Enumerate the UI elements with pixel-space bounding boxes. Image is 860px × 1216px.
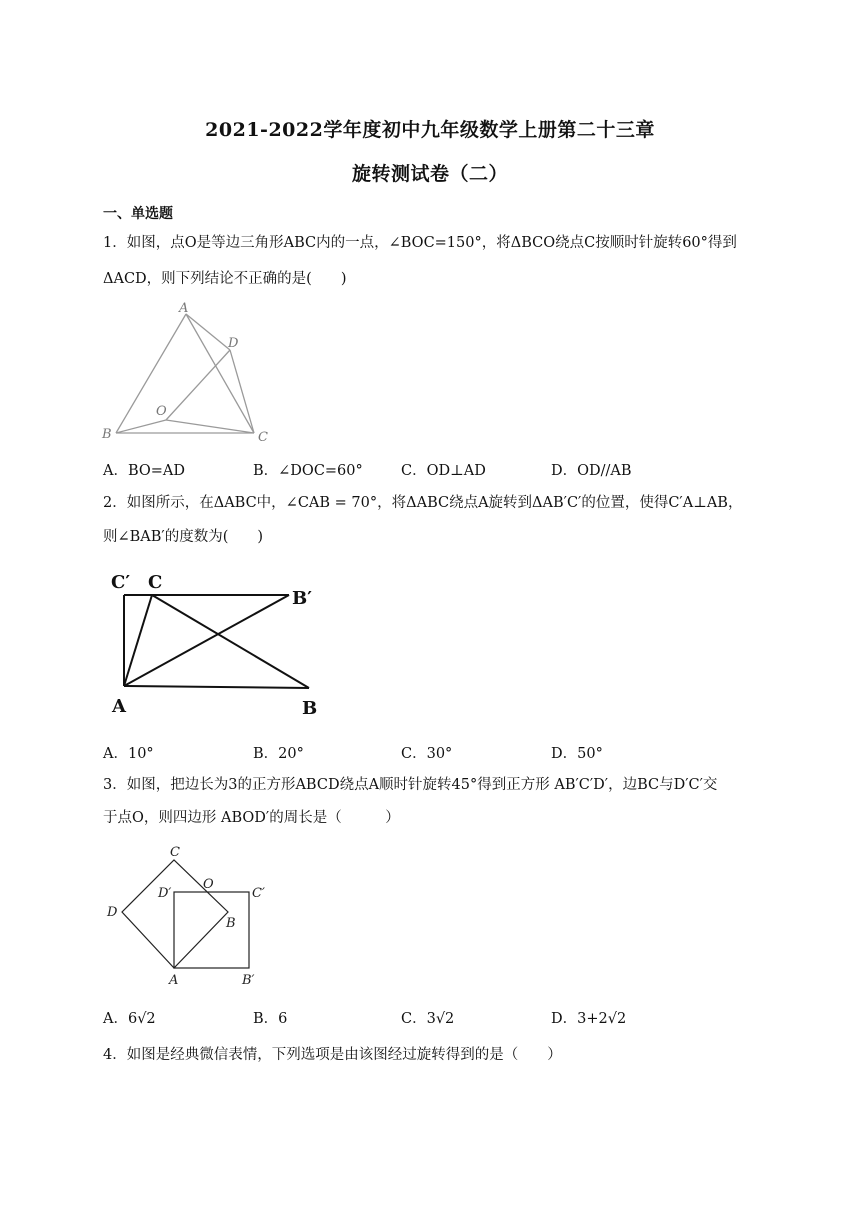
figure-3-label-c-prime: C′ — [252, 886, 265, 901]
question-1-option-a: A．BO=AD — [103, 463, 186, 479]
question-2-option-c: C．30° — [401, 746, 453, 762]
question-2-option-b: B．20° — [253, 746, 304, 762]
figure-1-label-a: A — [179, 301, 189, 316]
figure-2-label-b-prime: B′ — [292, 588, 312, 609]
figure-1-label-c: C — [258, 430, 268, 445]
figure-2-label-a: A — [112, 696, 126, 717]
figure-2-label-c-prime: C′ — [111, 572, 131, 593]
question-3-option-c: C．3√2 — [401, 1011, 455, 1027]
question-1-option-c: C．OD⊥AD — [401, 463, 486, 479]
figure-1-label-d: D — [228, 336, 239, 351]
question-4-text-line-1: 4．如图是经典微信表情，下列选项是由该图经过旋转得到的是（ ） — [103, 1047, 562, 1063]
figure-3-label-d: D — [107, 905, 118, 920]
question-1-option-b: B．∠DOC=60° — [253, 463, 363, 479]
figure-3-label-d-prime: D′ — [158, 886, 172, 901]
question-3-option-d: D．3+2√2 — [551, 1011, 627, 1027]
figure-3-label-c: C — [170, 845, 180, 860]
question-2-text-line-1: 2．如图所示，在ΔABC中，∠CAB = 70°，将ΔABC绕点A旋转到ΔAB′C′的位置，使得C′A⊥AB， — [103, 495, 743, 511]
question-2-option-d: D．50° — [551, 746, 603, 762]
figure-2-label-b: B — [302, 698, 318, 719]
question-3-text-line-1: 3．如图，把边长为3的正方形ABCD绕点A顺时针旋转45°得到正方形 AB′C′D′，边BC与D′C′交 — [103, 777, 718, 793]
question-2-option-a: A．10° — [103, 746, 154, 762]
question-3-option-b: B．6 — [253, 1011, 288, 1027]
question-1-figure — [100, 298, 275, 446]
question-1-text-line-1: 1．如图，点O是等边三角形ABC内的一点，∠BOC=150°，将ΔBCO绕点C按顺时针旋转60°得到 — [103, 235, 737, 251]
figure-1-label-b: B — [102, 427, 112, 442]
question-2-text-line-2: 则∠BAB′的度数为( ) — [103, 529, 264, 545]
figure-2-label-c: C — [148, 572, 163, 593]
question-2-figure — [105, 566, 330, 721]
question-1-text-line-2: ΔACD，则下列结论不正确的是( ) — [103, 271, 347, 287]
figure-1-label-o: O — [156, 404, 167, 419]
figure-3-label-a: A — [169, 973, 179, 988]
question-3-figure — [100, 840, 280, 990]
question-3-text-line-2: 于点O，则四边形 ABOD′的周长是（ ） — [103, 810, 400, 826]
figure-3-label-o: O — [203, 877, 214, 892]
section-heading: 一、单选题 — [103, 206, 173, 222]
document-title-line-1: 2021-2022学年度初中九年级数学上册第二十三章 — [205, 119, 655, 141]
document-title-line-2: 旋转测试卷（二） — [351, 163, 508, 185]
question-1-option-d: D．OD//AB — [551, 463, 632, 479]
figure-3-label-b: B — [226, 916, 236, 931]
question-3-option-a: A．6√2 — [103, 1011, 156, 1027]
figure-3-label-b-prime: B′ — [242, 973, 255, 988]
